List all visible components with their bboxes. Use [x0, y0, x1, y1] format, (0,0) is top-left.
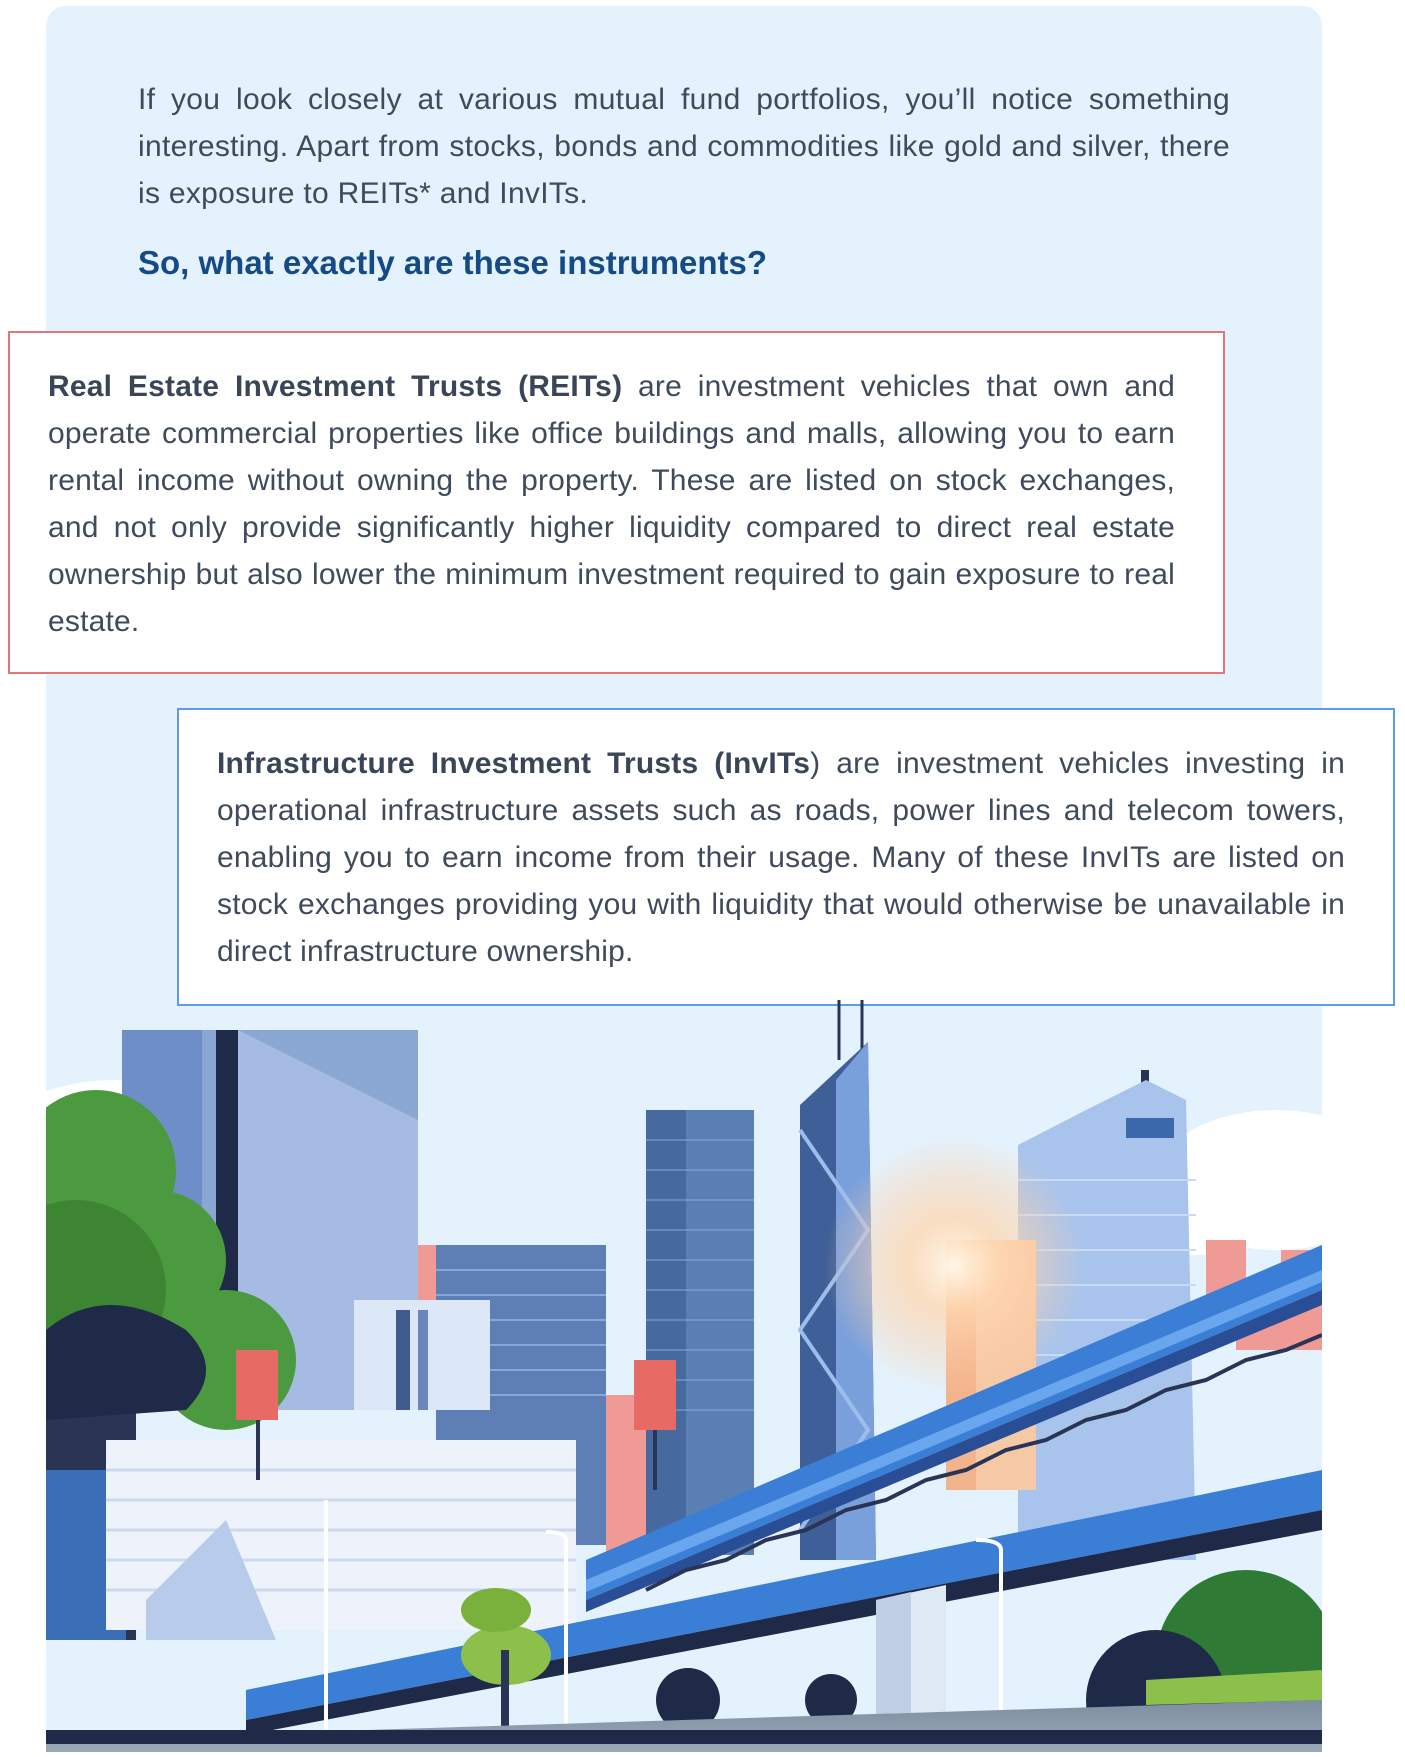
city-skyline-illustration: [46, 1000, 1322, 1752]
invit-term: Infrastructure Investment Trusts (InvITs: [217, 747, 811, 780]
invit-definition-box: [177, 708, 1395, 1006]
reit-definition: are investment vehicles that own and operate commercial properties like office buildings and malls, allowing you to earn rental income without owning the property. These are listed on stock exchanges, and not only provide significantly higher liquidity compared to direct real estate ownership but also lower the minimum investment required to gain exposure to real estate.: [48, 370, 1175, 638]
reit-definition-box: [8, 331, 1225, 674]
section-heading: So, what exactly are these instruments?: [138, 244, 768, 281]
reit-term: Real Estate Investment Trusts (REITs): [48, 370, 623, 403]
intro-paragraph: If you look closely at various mutual fund portfolios, you’ll notice something interesting. Apart from stocks, bonds and commodities like gold and silver, there is exposure to REITs* and InvITs.: [138, 83, 1230, 210]
sun-glow: [824, 1135, 1084, 1395]
glass-tower-middle: [646, 1110, 754, 1555]
invit-definition: ) are investment vehicles investing in operational infrastructure assets such as roads, power lines and telecom towers, enabling you to earn income from their usage. Many of these InvITs are listed on stock exchanges providing you with liquidity that would otherwise be unavailable in direct infrastructure ownership.: [217, 747, 1345, 968]
reit-paragraph: [48, 363, 1175, 645]
invit-paragraph: [217, 740, 1345, 975]
small-white-building: [354, 1300, 490, 1410]
